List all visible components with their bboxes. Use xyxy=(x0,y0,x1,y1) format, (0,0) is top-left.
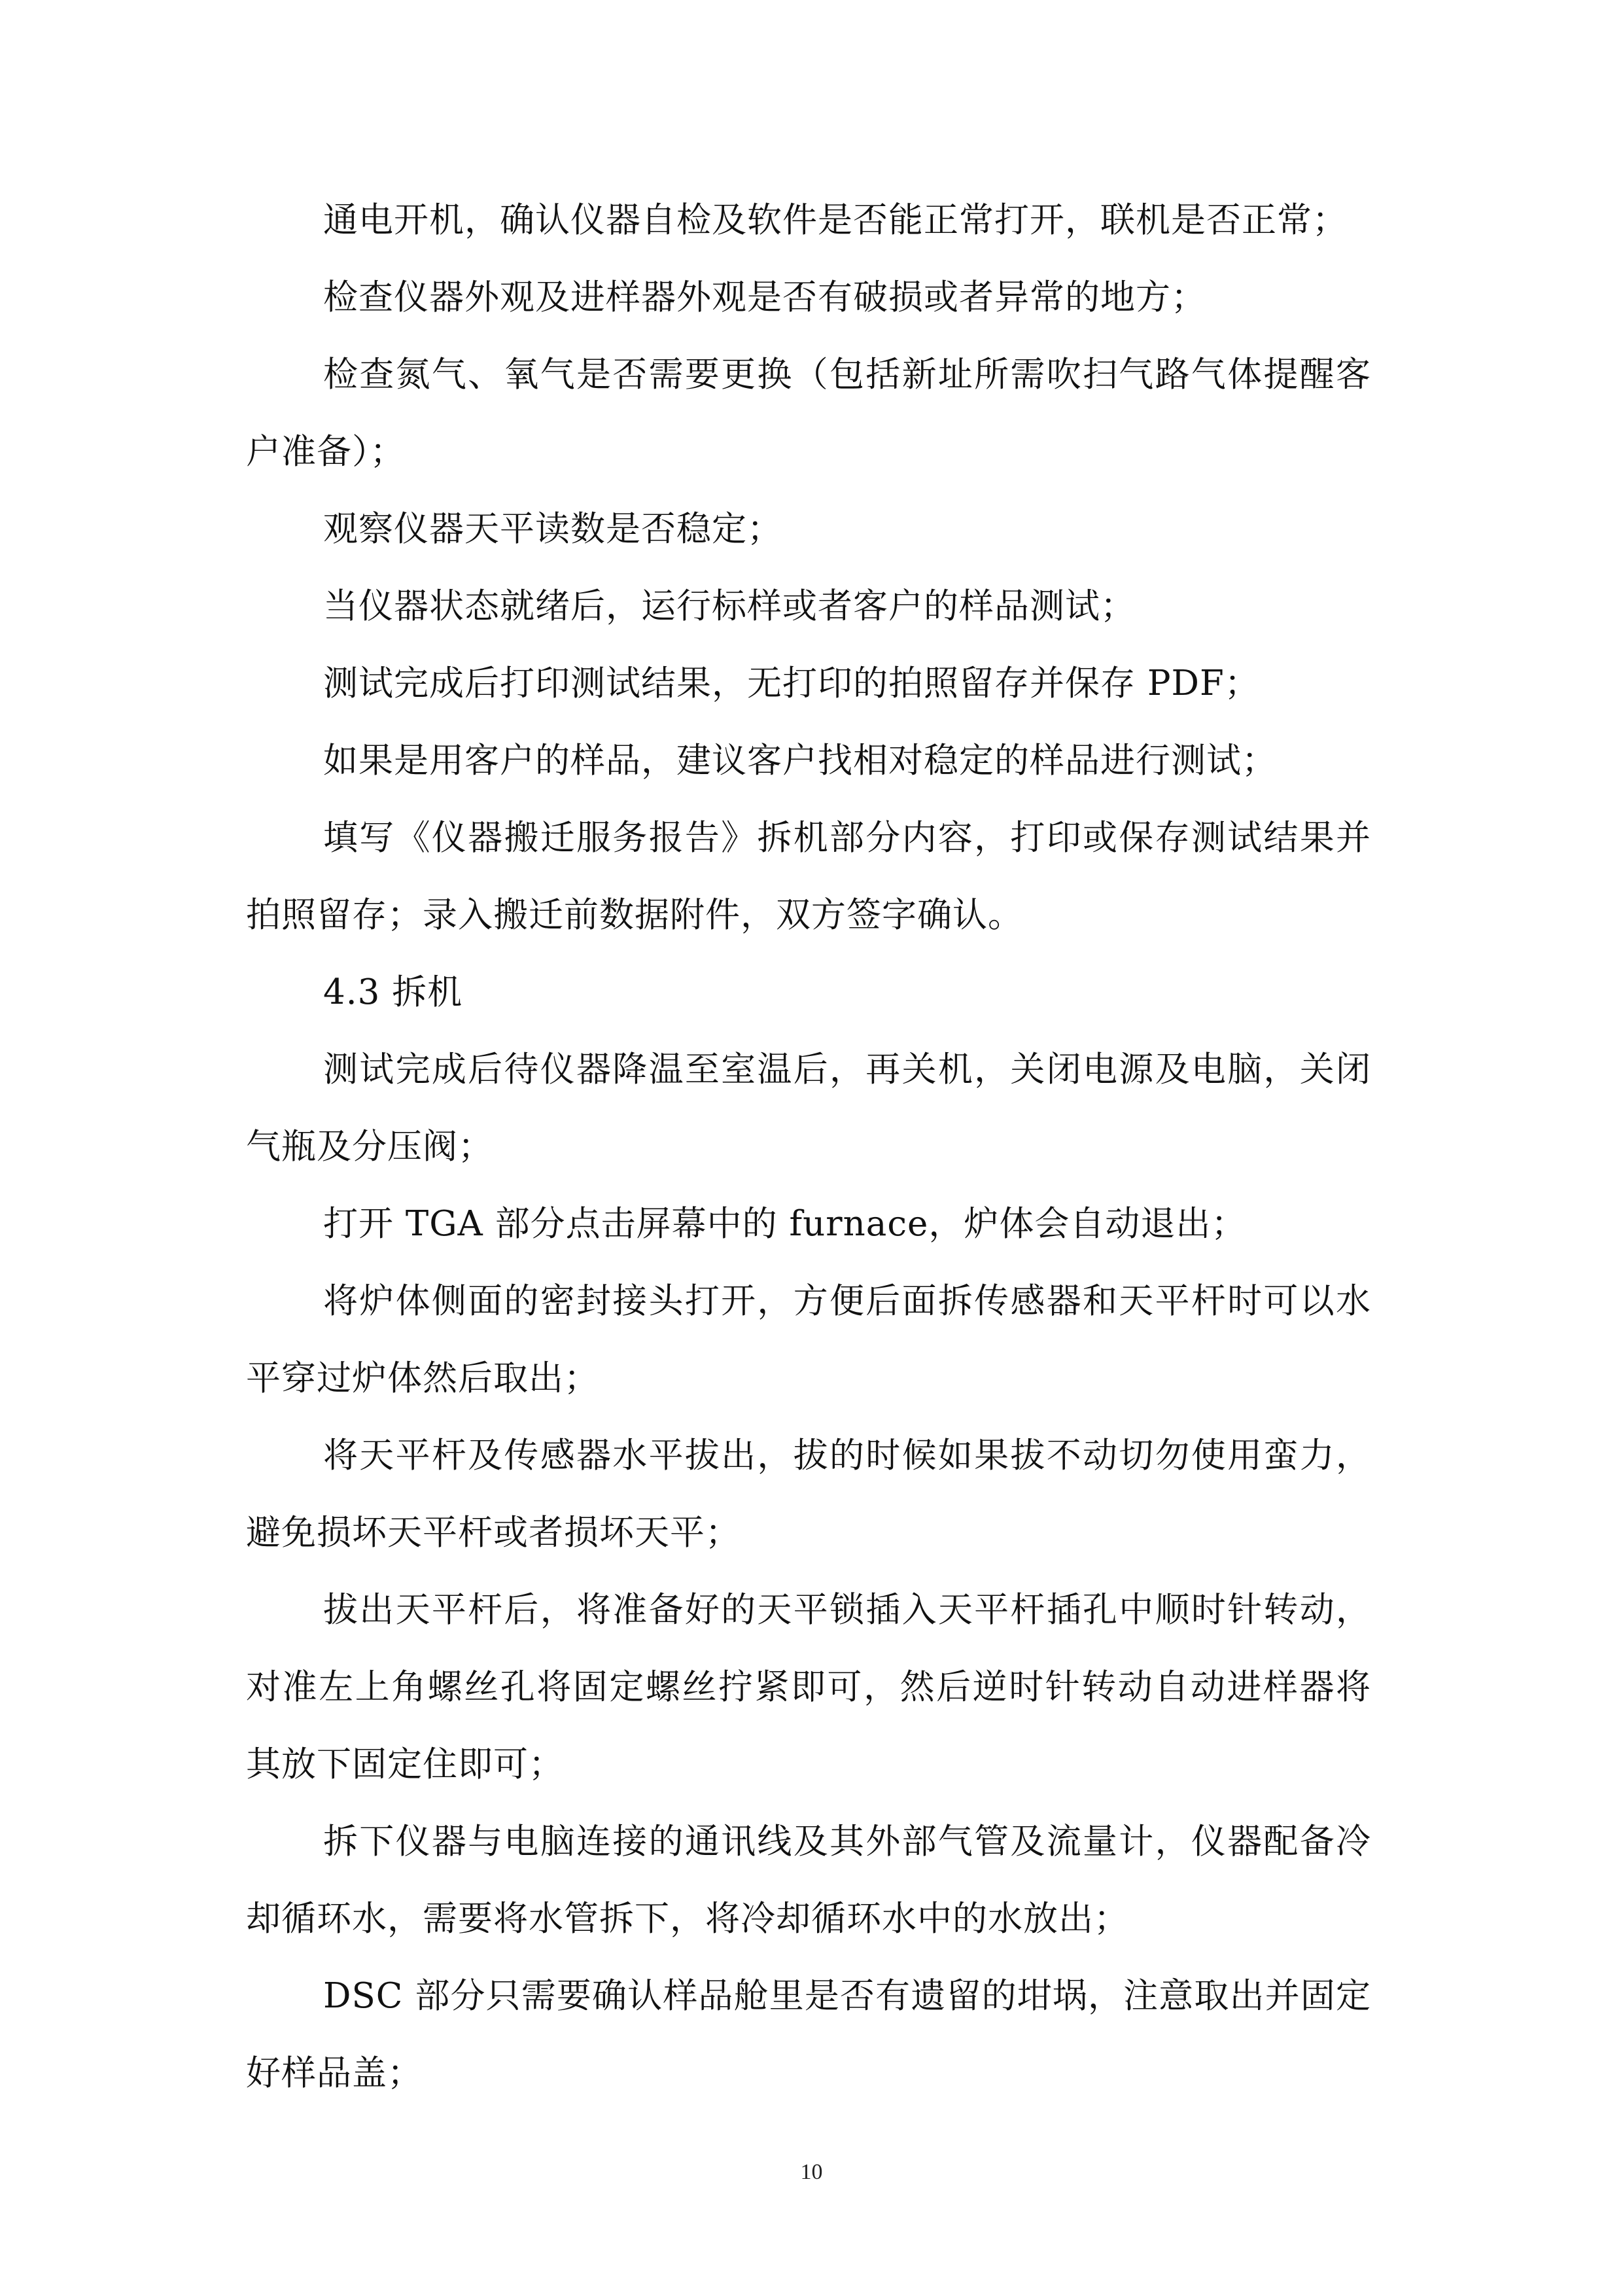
section-heading-disassembly: 4.3 拆机 xyxy=(323,972,463,1012)
paragraph-print-results: 测试完成后打印测试结果，无打印的拍照留存并保存 PDF； xyxy=(323,663,1260,703)
paragraph-balance-reading: 观察仪器天平读数是否稳定； xyxy=(323,509,782,549)
paragraph-open-seal: 将炉体侧面的密封接头打开，方便后面拆传感器和天平杆时可以水平穿过炉体然后取出； xyxy=(246,1281,1371,1398)
paragraph-check-gas: 检查氮气、氧气是否需要更换（包括新址所需吹扫气路气体提醒客户准备）； xyxy=(246,355,1371,472)
paragraph-shutdown: 测试完成后待仪器降温至室温后，再关机，关闭电源及电脑，关闭气瓶及分压阀； xyxy=(246,1050,1371,1167)
paragraph-inspect-appearance: 检查仪器外观及进样器外观是否有破损或者异常的地方； xyxy=(323,277,1206,317)
paragraph-balance-lock: 拔出天平杆后，将准备好的天平锁插入天平杆插孔中顺时针转动，对准左上角螺丝孔将固定螺丝拧紧即可，然后逆时针转动自动进样器将其放下固定住即可； xyxy=(246,1590,1371,1784)
page-number: 10 xyxy=(800,2160,823,2184)
paragraph-customer-sample: 如果是用客户的样品，建议客户找相对稳定的样品进行测试； xyxy=(323,741,1277,781)
paragraph-open-furnace: 打开 TGA 部分点击屏幕中的 furnace，炉体会自动退出； xyxy=(323,1204,1247,1244)
paragraph-remove-balance-rod: 将天平杆及传感器水平拔出，拔的时候如果拔不动切勿使用蛮力，避免损坏天平杆或者损坏天平； xyxy=(246,1436,1371,1553)
paragraph-disconnect-lines: 拆下仪器与电脑连接的通讯线及其外部气管及流量计，仪器配备冷却循环水，需要将水管拆下，将冷却循环水中的水放出； xyxy=(246,1822,1371,1939)
paragraph-fill-report: 填写《仪器搬迁服务报告》拆机部分内容，打印或保存测试结果并拍照留存；录入搬迁前数据附件，双方签字确认。 xyxy=(246,818,1371,935)
paragraph-dsc-check: DSC 部分只需要确认样品舱里是否有遗留的坩埚，注意取出并固定好样品盖； xyxy=(246,1976,1371,2093)
paragraph-run-sample: 当仪器状态就绪后，运行标样或者客户的样品测试； xyxy=(323,586,1136,626)
page-body xyxy=(246,182,1371,2112)
paragraph-power-on: 通电开机，确认仪器自检及软件是否能正常打开，联机是否正常； xyxy=(323,200,1348,240)
